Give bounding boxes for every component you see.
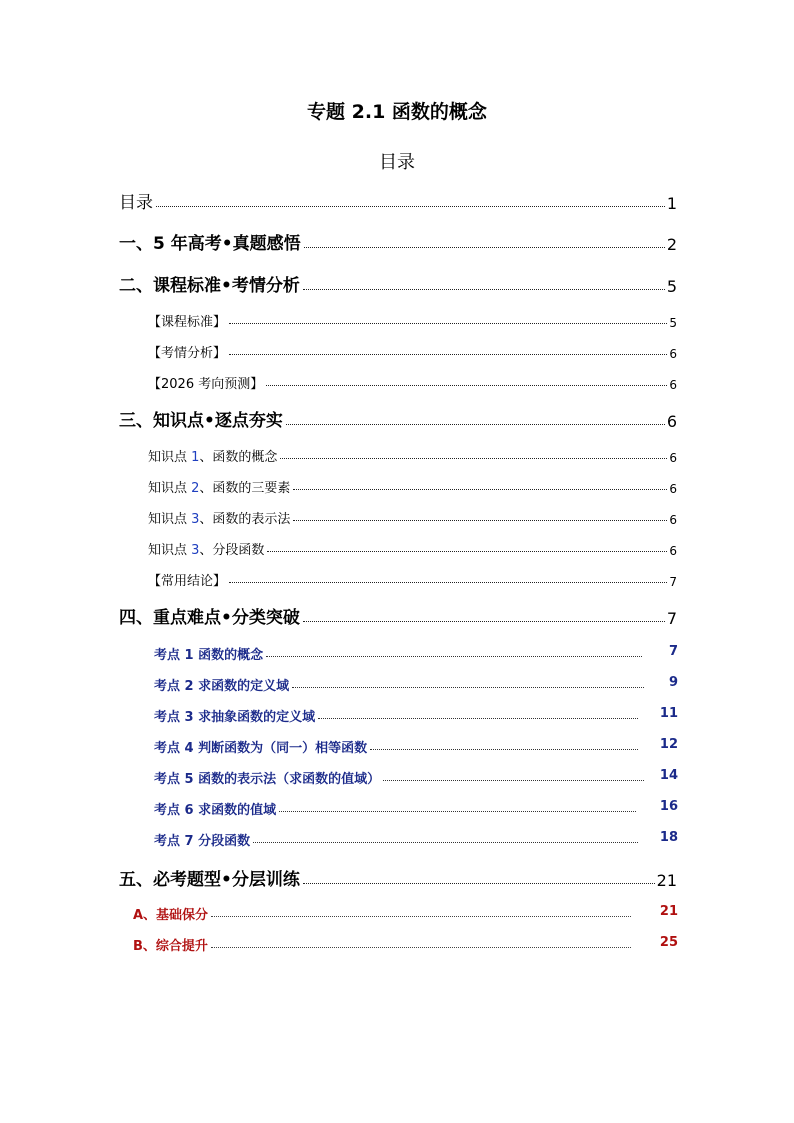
- toc-entry-label: 目录: [119, 193, 153, 213]
- toc-entry-label: 【常用结论】: [148, 574, 227, 589]
- toc-page-number: 21: [659, 904, 678, 919]
- dot-leader: [211, 947, 631, 948]
- toc-page-number: 6: [669, 544, 677, 558]
- toc-entry-section-4[interactable]: [119, 604, 677, 628]
- toc-page-number: 12: [659, 737, 678, 752]
- toc-page-number: 6: [669, 378, 677, 392]
- toc-entry-label: 考点 2 求函数的定义域: [154, 679, 290, 694]
- dot-leader: [303, 289, 665, 290]
- toc-entry-contents[interactable]: [119, 189, 677, 213]
- dot-leader: [229, 582, 667, 583]
- dot-leader: [293, 520, 667, 521]
- toc-entry-label: 考点 3 求抽象函数的定义域: [154, 710, 316, 725]
- dot-leader: [303, 883, 655, 884]
- toc-entry-kaodian-1[interactable]: [154, 643, 644, 663]
- dot-leader: [229, 323, 667, 324]
- toc-entry-label: [148, 508, 290, 527]
- toc-entry-section-1[interactable]: [119, 230, 677, 254]
- toc-entry-label: 【2026 考向预测】: [148, 377, 264, 392]
- label-prefix: 知识点: [148, 450, 192, 465]
- toc-entry-label: 二、课程标准•考情分析: [119, 276, 300, 296]
- toc-entry-label: 一、5 年高考•真题感悟: [119, 234, 301, 254]
- toc-page-number: 6: [669, 347, 677, 361]
- toc-entry-label: 考点 6 求函数的值域: [154, 803, 277, 818]
- dot-leader: [280, 458, 667, 459]
- toc-page-number: 7: [666, 609, 677, 628]
- dot-leader: [267, 551, 667, 552]
- toc-entry-knowledge-3[interactable]: [148, 507, 677, 527]
- toc-entry-label: 考点 4 判断函数为（同一）相等函数: [154, 741, 368, 756]
- toc-entry-advanced[interactable]: [133, 934, 633, 954]
- toc-page-number: 21: [656, 871, 677, 890]
- toc-page-number: 5: [669, 316, 677, 330]
- dot-leader: [383, 780, 644, 781]
- toc-entry-curriculum-standard[interactable]: [148, 310, 677, 330]
- toc-entry-label: 四、重点难点•分类突破: [119, 608, 300, 628]
- label-suffix: 、分段函数: [199, 543, 265, 558]
- toc-entry-label: 考点 5 函数的表示法（求函数的值域）: [154, 772, 381, 787]
- toc-entry-kaodian-4[interactable]: [154, 736, 640, 756]
- toc-page-number: 6: [669, 482, 677, 496]
- toc-page-number: 1: [666, 194, 677, 213]
- label-suffix: 、函数的概念: [199, 450, 278, 465]
- toc-entry-common-conclusions[interactable]: [148, 569, 677, 589]
- toc-page-number: 16: [659, 799, 678, 814]
- toc-entry-label: 【课程标准】: [148, 315, 227, 330]
- label-suffix: 、函数的表示法: [199, 512, 291, 527]
- dot-leader: [211, 916, 631, 917]
- toc-entry-label: 五、必考题型•分层训练: [119, 870, 300, 890]
- toc-page-number: 6: [666, 412, 677, 431]
- document-title: 专题 2.1 函数的概念: [307, 101, 487, 123]
- dot-leader: [266, 385, 667, 386]
- toc-entry-kaodian-6[interactable]: [154, 798, 638, 818]
- dot-leader: [286, 424, 665, 425]
- toc-entry-section-2[interactable]: [119, 272, 677, 296]
- dot-leader: [293, 489, 667, 490]
- dot-leader: [156, 206, 665, 207]
- label-number: 3: [191, 543, 200, 558]
- toc-page-number: 9: [668, 675, 678, 690]
- toc-page-number: 25: [659, 935, 678, 950]
- toc-page-number: 6: [669, 451, 677, 465]
- toc-entry-exam-forecast[interactable]: [148, 372, 677, 392]
- dot-leader: [253, 842, 638, 843]
- toc-heading: 目录: [379, 152, 415, 173]
- toc-entry-label: [148, 477, 290, 496]
- toc-page-number: 5: [666, 277, 677, 296]
- toc-entry-label: 考点 1 函数的概念: [154, 648, 264, 663]
- toc-page-number: 7: [669, 575, 677, 589]
- toc-page-number: 2: [666, 235, 677, 254]
- toc-entry-label: [148, 539, 264, 558]
- dot-leader: [303, 621, 665, 622]
- toc-page-number: 6: [669, 513, 677, 527]
- label-number: 3: [191, 512, 200, 527]
- dot-leader: [229, 354, 667, 355]
- label-prefix: 知识点: [148, 481, 192, 496]
- toc-entry-label: 【考情分析】: [148, 346, 227, 361]
- toc-entry-kaodian-5[interactable]: [154, 767, 646, 787]
- toc-entry-basic[interactable]: [133, 903, 633, 923]
- toc-entry-knowledge-4[interactable]: [148, 538, 677, 558]
- dot-leader: [304, 247, 665, 248]
- toc-entry-section-3[interactable]: [119, 407, 677, 431]
- label-prefix: 知识点: [148, 512, 192, 527]
- toc-entry-label: [148, 446, 277, 465]
- toc-entry-label: 三、知识点•逐点夯实: [119, 411, 283, 431]
- dot-leader: [279, 811, 636, 812]
- toc-entry-knowledge-2[interactable]: [148, 476, 677, 496]
- label-number: 2: [191, 481, 200, 496]
- toc-entry-section-5[interactable]: [119, 866, 677, 890]
- dot-leader: [318, 718, 638, 719]
- toc-entry-exam-analysis[interactable]: [148, 341, 677, 361]
- dot-leader: [292, 687, 644, 688]
- label-suffix: 、函数的三要素: [199, 481, 291, 496]
- toc-entry-knowledge-1[interactable]: [148, 445, 677, 465]
- toc-entry-kaodian-3[interactable]: [154, 705, 640, 725]
- dot-leader: [266, 656, 642, 657]
- label-prefix: 知识点: [148, 543, 192, 558]
- toc-entry-label: 考点 7 分段函数: [154, 834, 251, 849]
- toc-entry-label: A、基础保分: [133, 908, 209, 923]
- label-number: 1: [191, 450, 200, 465]
- toc-page-number: 7: [668, 644, 678, 659]
- dot-leader: [370, 749, 638, 750]
- toc-entry-kaodian-7[interactable]: [154, 829, 640, 849]
- toc-page-number: 18: [659, 830, 678, 845]
- toc-entry-label: B、综合提升: [133, 939, 208, 954]
- toc-page-number: 14: [659, 768, 678, 783]
- toc-page-number: 11: [659, 706, 678, 721]
- toc-entry-kaodian-2[interactable]: [154, 674, 646, 694]
